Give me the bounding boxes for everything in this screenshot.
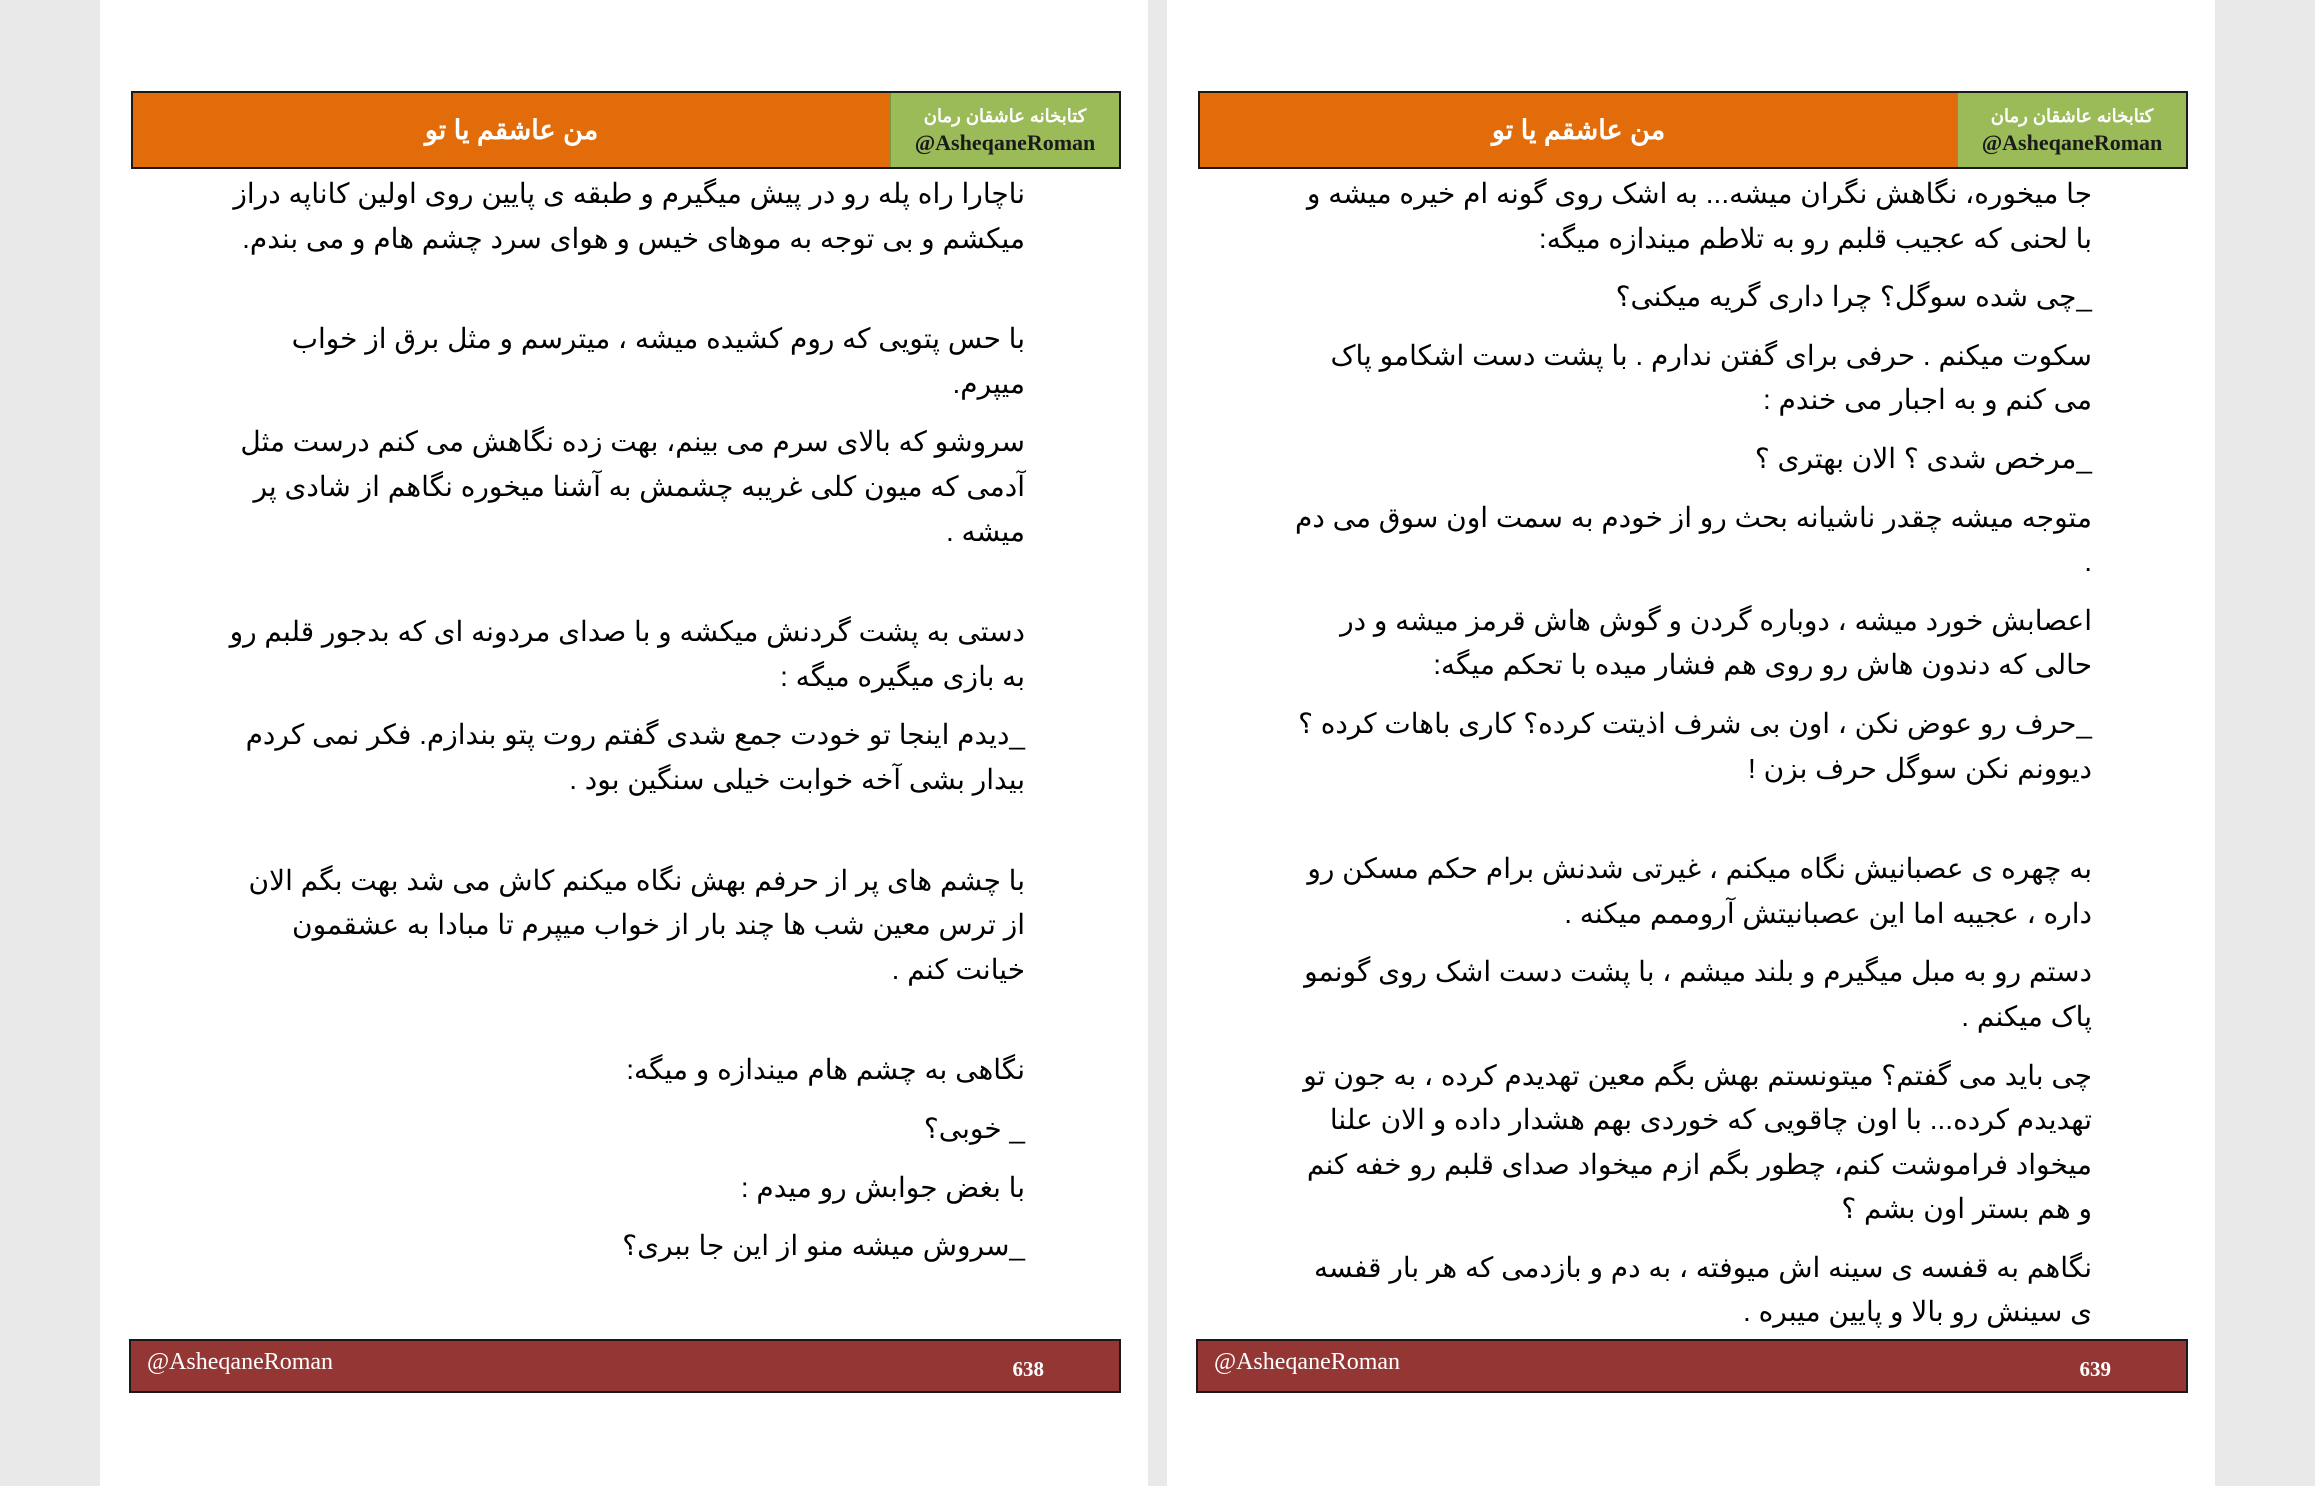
paragraph: _مرخص شدی ؟ الان بهتری ؟ (1754, 442, 2092, 474)
paragraph: نگاهی به چشم هام میندازه و میگه: (626, 1054, 1025, 1086)
page-header (131, 91, 1121, 169)
paragraph: با حس پتویی که روم کشیده میشه ، میترسم و مثل برق از خواب میپرم. (291, 323, 1025, 399)
paragraph: _دیدم اینجا تو خودت جمع شدی گفتم روت پتو بندازم. فکر نمی کردم بیدار بشی آخه خوابت خیلی سنگین بود . (245, 719, 1025, 795)
library-name: کتابخانه عاشقان رمان (1990, 106, 2154, 126)
paragraph: دستم رو به مبل میگیرم و بلند میشم ، با پشت دست اشک روی گونمو پاک میکنم . (1304, 956, 2092, 1032)
paragraph: به چهره ی عصبانیش نگاه میکنم ، غیرتی شدنش برام حکم مسکن رو داره ، عجیبه اما این عصبانیتش آروممم میکنه . (1307, 853, 2092, 929)
channel-handle: @AsheqaneRoman (1981, 130, 2163, 155)
page-number: 638 (1012, 1356, 1044, 1381)
paragraph: جا میخوره، نگاهش نگران میشه... به اشک روی گونه ام خیره میشه و با لحنی که عجیب قلبم رو به تلاطم میندازه میگه: (1306, 178, 2092, 254)
page-header (1198, 91, 2188, 169)
page-638 (100, 0, 1148, 1486)
page-footer (1196, 1339, 2188, 1393)
page-footer (129, 1339, 1121, 1393)
book-title: من عاشقم یا تو (1491, 114, 1666, 145)
book-title: من عاشقم یا تو (424, 114, 599, 145)
paragraph: _حرف رو عوض نکن ، اون بی شرف اذیتت کرده؟ کاری باهات کرده ؟ دیوونم نکن سوگل حرف بزن ! (1298, 707, 2092, 784)
library-brand (890, 93, 1119, 167)
header-title-box (133, 93, 890, 167)
library-brand (1957, 93, 2186, 167)
paragraph: _چی شده سوگل؟ چرا داری گریه میکنی؟ (1615, 281, 2092, 313)
channel-handle: @AsheqaneRoman (914, 130, 1096, 155)
footer-handle: @AsheqaneRoman (147, 1348, 334, 1375)
paragraph: چی باید می گفتم؟ میتونستم بهش بگم معین تهدیدم کرده ، به جون تو تهدیدم کرده... با اون چاقویی که خوردی بهم هشدار داده و الان علنا میخواد فراموشت کنم، چطور بگم ازم میخواد صدای قلبم رو خفه کنم و هم بستر اون بشم ؟ (1303, 1059, 2092, 1225)
page-number: 639 (2079, 1356, 2111, 1381)
paragraph: با چشم های پر از حرفم بهش نگاه میکنم کاش می شد بهت بگم الان از ترس معین شب ها چند بار از خواب میپرم تا مبادا به عشقمون خیانت کنم . (248, 864, 1025, 985)
paragraph: نگاهم به قفسه ی سینه اش میوفته ، به دم و بازدمی که هر بار قفسه ی سینش رو بالا و پایین میبره . (1314, 1251, 2092, 1328)
paragraph: متوجه میشه چقدر ناشیانه بحث رو از خودم به سمت اون سوق می دم . (1295, 501, 2092, 578)
paragraph: سروشو که بالای سرم می بینم، بهت زده نگاهش می کنم درست مثل آدمی که میون کلی غریبه چشمش به آشنا میخوره نگاهم از شادی پر میشه . (240, 426, 1025, 547)
paragraph: با بغض جوابش رو میدم : (740, 1171, 1025, 1203)
paragraph: _سروش میشه منو از این جا ببری؟ (622, 1230, 1025, 1262)
page-body (1292, 172, 2092, 1349)
paragraph: سکوت میکنم . حرفی برای گفتن ندارم . با پشت دست اشکامو پاک می کنم و به اجبار می خندم : (1330, 339, 2092, 416)
page-639 (1167, 0, 2215, 1486)
paragraph: دستی به پشت گردنش میکشه و با صدای مردونه ای که بدجور قلبم رو به بازی میگیره میگه : (229, 616, 1025, 692)
header-title-box (1200, 93, 1957, 167)
page-body (225, 172, 1025, 1283)
library-name: کتابخانه عاشقان رمان (923, 106, 1087, 126)
paragraph: اعصابش خورد میشه ، دوباره گردن و گوش هاش قرمز میشه و در حالی که دندون هاش رو روی هم فشار میده با تحکم میگه: (1340, 604, 2092, 681)
paragraph: ناچارا راه پله رو در پیش میگیرم و طبقه ی پایین روی اولین کاناپه دراز میکشم و بی توجه به موهای خیس و هوای سرد چشم هام و می بندم. (233, 178, 1025, 254)
footer-handle: @AsheqaneRoman (1214, 1348, 1401, 1375)
paragraph: _ خوبی؟ (923, 1112, 1025, 1144)
